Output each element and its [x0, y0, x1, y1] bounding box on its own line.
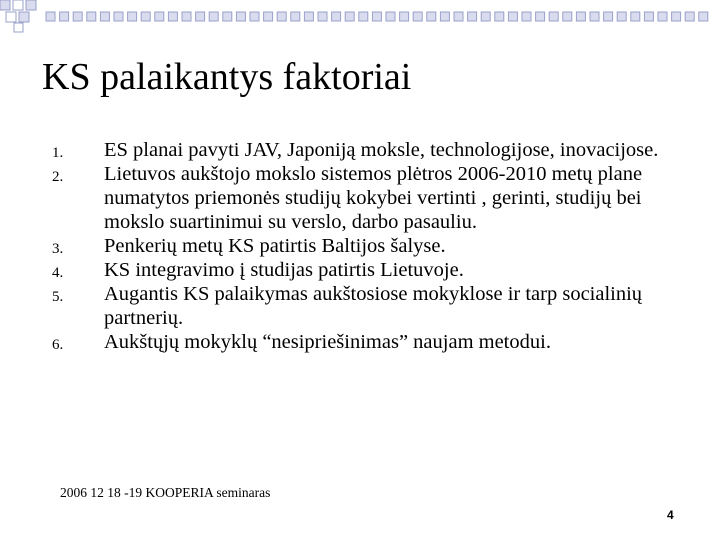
corner-square-decoration	[0, 0, 720, 40]
page-title: KS palaikantys faktoriai	[42, 56, 412, 98]
item-text: KS integravimo į studijas patirtis Lietuvoje.	[104, 259, 464, 281]
decoration-square	[658, 12, 667, 21]
list-item	[52, 162, 702, 234]
decoration-square	[182, 12, 191, 21]
item-number: 6.	[52, 337, 64, 353]
decoration-square	[563, 12, 572, 21]
decoration-square	[141, 12, 150, 21]
decoration-square	[304, 12, 313, 21]
slide-footer: 2006 12 18 -19 KOOPERIA seminaras	[60, 485, 271, 500]
decoration-square	[536, 12, 545, 21]
decoration-square	[604, 12, 613, 21]
item-number: 4.	[52, 265, 64, 281]
decoration-square	[440, 12, 449, 21]
decoration-square	[332, 12, 341, 21]
item-number: 3.	[52, 241, 64, 257]
item-text: Aukštųjų mokyklų “nesipriešinimas” naujam metodui.	[104, 331, 551, 353]
decoration-square	[128, 12, 137, 21]
decoration-square	[264, 12, 273, 21]
decoration-square	[699, 12, 708, 21]
list-item	[52, 330, 702, 354]
decoration-square	[223, 12, 232, 21]
decoration-square	[114, 12, 123, 21]
decoration-square	[236, 12, 245, 21]
decoration-square	[87, 12, 96, 21]
decoration-square	[345, 12, 354, 21]
item-text: Lietuvos aukštojo mokslo sistemos plėtros 2006-2010 metų plane numatytos priemonės studijų kokybei vertinti , gerinti, studijų bei mokslo suartinimui su verslo, darbo pasauliu.	[104, 163, 643, 233]
list-item	[52, 138, 702, 162]
item-text: ES planai pavyti JAV, Japoniją moksle, technologijose, inovacijose.	[104, 139, 659, 161]
factor-list	[52, 138, 702, 354]
list-item	[52, 258, 702, 282]
decoration-square	[549, 12, 558, 21]
decoration-square	[19, 12, 29, 22]
decoration-square	[508, 12, 517, 21]
decoration-square	[481, 12, 490, 21]
decoration-square	[644, 12, 653, 21]
decoration-square	[0, 0, 10, 10]
decoration-square	[685, 12, 694, 21]
decoration-square	[291, 12, 300, 21]
item-number: 5.	[52, 289, 64, 305]
decoration-square	[372, 12, 381, 21]
decoration-square	[155, 12, 164, 21]
decoration-square	[46, 12, 55, 21]
decoration-square	[14, 23, 23, 32]
decoration-square	[168, 12, 177, 21]
decoration-square	[427, 12, 436, 21]
page-number: 4	[667, 508, 674, 522]
decoration-square	[196, 12, 205, 21]
decoration-square	[60, 12, 69, 21]
item-text: Penkerių metų KS patirtis Baltijos šalyse.	[104, 235, 446, 257]
item-text: Augantis KS palaikymas aukštosiose mokyklose ir tarp socialinių partnerių.	[104, 283, 643, 329]
decoration-square	[26, 0, 36, 10]
decoration-square	[359, 12, 368, 21]
list-item	[52, 234, 702, 258]
decoration-square	[631, 12, 640, 21]
list-item	[52, 282, 702, 330]
decoration-square	[576, 12, 585, 21]
decoration-square	[522, 12, 531, 21]
decoration-square	[590, 12, 599, 21]
decoration-square	[277, 12, 286, 21]
item-number: 2.	[52, 169, 64, 185]
item-number: 1.	[52, 145, 64, 161]
decoration-square	[318, 12, 327, 21]
decoration-square	[100, 12, 109, 21]
decoration-square	[400, 12, 409, 21]
decoration-square	[386, 12, 395, 21]
decoration-square	[73, 12, 82, 21]
decoration-square	[13, 0, 23, 10]
decoration-square	[6, 12, 16, 22]
decoration-square	[454, 12, 463, 21]
decoration-square	[250, 12, 259, 21]
decoration-square	[468, 12, 477, 21]
decoration-square	[413, 12, 422, 21]
decoration-square	[209, 12, 218, 21]
decoration-square	[495, 12, 504, 21]
decoration-square	[617, 12, 626, 21]
decoration-square	[672, 12, 681, 21]
